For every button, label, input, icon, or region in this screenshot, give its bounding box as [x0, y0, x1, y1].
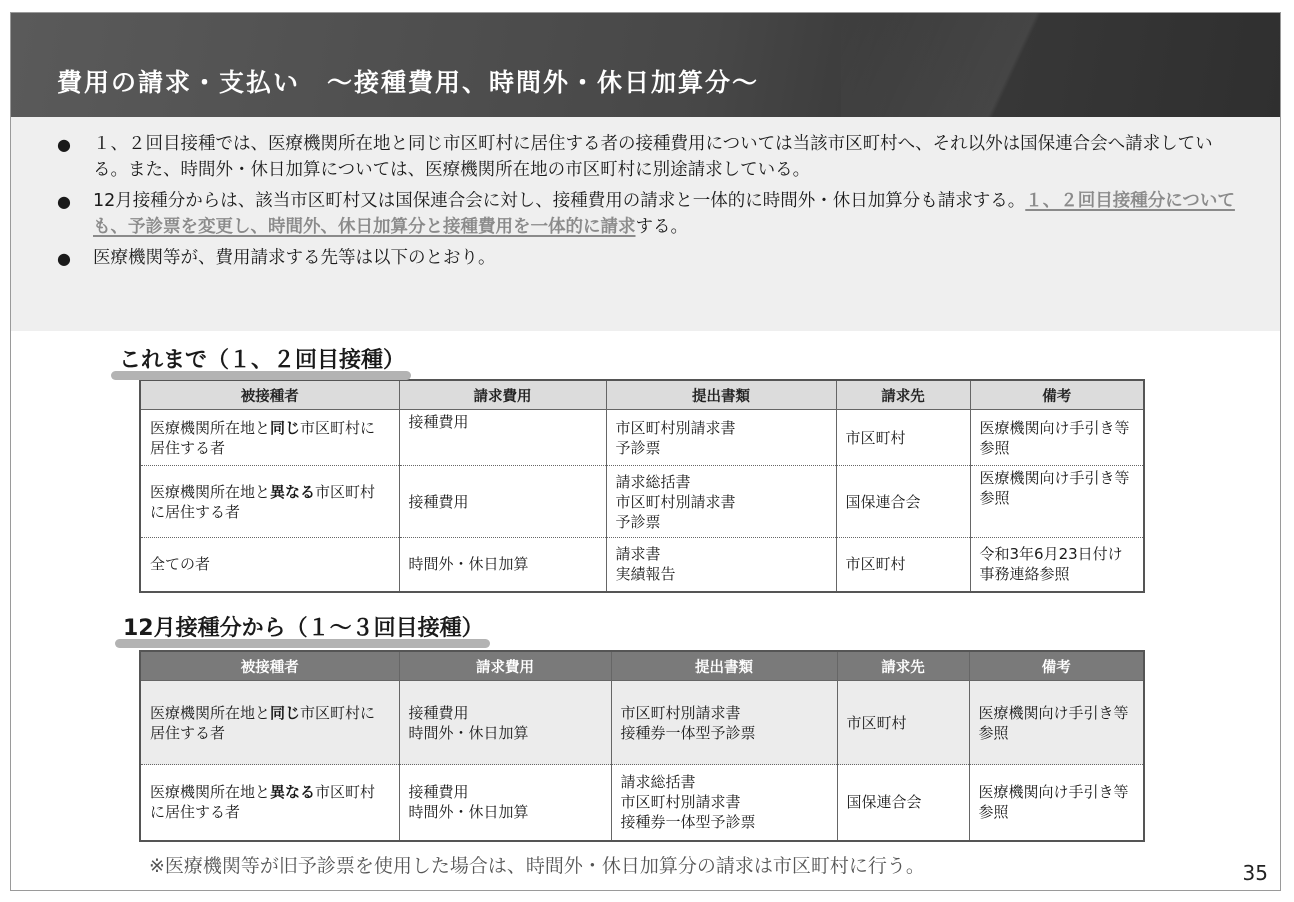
table-header-row — [140, 380, 1144, 410]
cell-cost: 接種費用 — [399, 466, 606, 538]
cell-documents: 請求総括書 市区町村別請求書 予診票 — [606, 466, 836, 538]
cell-notes: 医療機関向け手引き等参照 — [969, 681, 1144, 765]
cell-notes: 医療機関向け手引き等参照 — [970, 466, 1144, 538]
table-row — [140, 466, 1144, 538]
cell-recipient: 医療機関所在地と同じ市区町村に居住する者 — [140, 681, 399, 765]
col-header-cost: 請求費用 — [399, 651, 611, 681]
table-row — [140, 538, 1144, 592]
footnote: ※医療機関等が旧予診票を使用した場合は、時間外・休日加算分の請求は市区町村に行う。 — [149, 855, 925, 877]
col-header-destination: 請求先 — [837, 651, 969, 681]
col-header-cost: 請求費用 — [399, 380, 606, 410]
cell-notes: 医療機関向け手引き等参照 — [970, 410, 1144, 466]
section-heading-current — [111, 343, 411, 374]
cell-recipient: 全ての者 — [140, 538, 399, 592]
slide — [10, 12, 1281, 891]
cell-documents: 市区町村別請求書 接種券一体型予診票 — [611, 681, 837, 765]
cell-destination: 市区町村 — [837, 681, 969, 765]
cell-recipient: 医療機関所在地と同じ市区町村に居住する者 — [140, 410, 399, 466]
bullet-dot-icon: ● — [57, 135, 71, 154]
bullet-text: 医療機関等が、費用請求する先等は以下のとおり。 — [93, 248, 496, 268]
cell-destination: 市区町村 — [836, 538, 970, 592]
cell-destination: 市区町村 — [836, 410, 970, 466]
bullet-text: １、２回目接種では、医療機関所在地と同じ市区町村に居住する者の接種費用については当該市区町村へ、それ以外は国保連合会へ請求している。また、時間外・休日加算については、医療機関所在地の市区町村に別途請求している。 — [93, 134, 1213, 180]
emphasized-text: １、２回目接種分についても、予診票を変更し、時間外、休日加算分と接種費用を一体的に請求 — [93, 191, 1235, 237]
page-number: 35 — [1242, 861, 1268, 885]
bullet-item-2 — [53, 188, 1238, 240]
cell-cost: 接種費用 時間外・休日加算 — [399, 765, 611, 841]
col-header-recipient: 被接種者 — [140, 651, 399, 681]
col-header-destination: 請求先 — [836, 380, 970, 410]
cell-documents: 請求書 実績報告 — [606, 538, 836, 592]
col-header-recipient: 被接種者 — [140, 380, 399, 410]
cell-cost: 接種費用 — [399, 410, 606, 466]
cell-destination: 国保連合会 — [836, 466, 970, 538]
cell-documents: 請求総括書 市区町村別請求書 接種券一体型予診票 — [611, 765, 837, 841]
bullet-list — [53, 131, 1238, 276]
cell-cost: 時間外・休日加算 — [399, 538, 606, 592]
bullet-text: 12月接種分からは、該当市区町村又は国保連合会に対し、接種費用の請求と一体的に時間外・休日加算分も請求する。 — [93, 191, 1026, 211]
bullet-dot-icon: ● — [57, 192, 71, 211]
section-heading-new — [115, 611, 490, 642]
cell-recipient: 医療機関所在地と異なる市区町村に居住する者 — [140, 765, 399, 841]
col-header-documents: 提出書類 — [606, 380, 836, 410]
table-row — [140, 681, 1144, 765]
table-current-billing — [139, 379, 1145, 593]
cell-documents: 市区町村別請求書 予診票 — [606, 410, 836, 466]
intro-panel — [11, 117, 1280, 331]
table-header-row — [140, 651, 1144, 681]
col-header-documents: 提出書類 — [611, 651, 837, 681]
title-bar — [11, 13, 1280, 117]
bullet-item-1 — [53, 131, 1238, 183]
table-row — [140, 410, 1144, 466]
bullet-text-end: する。 — [635, 217, 688, 237]
bullet-item-3 — [53, 245, 1238, 271]
section-heading-text: これまで（１、２回目接種） — [119, 348, 406, 373]
cell-notes: 令和3年6月23日付け事務連絡参照 — [970, 538, 1144, 592]
bullet-dot-icon: ● — [57, 249, 71, 268]
cell-cost: 接種費用 時間外・休日加算 — [399, 681, 611, 765]
table-new-billing — [139, 650, 1145, 842]
col-header-notes: 備考 — [969, 651, 1144, 681]
col-header-notes: 備考 — [970, 380, 1144, 410]
table-row — [140, 765, 1144, 841]
slide-title: 費用の請求・支払い ～接種費用、時間外・休日加算分～ — [57, 68, 760, 97]
section-heading-text: 12月接種分から（１～３回目接種） — [123, 616, 484, 641]
cell-notes: 医療機関向け手引き等参照 — [969, 765, 1144, 841]
cell-recipient: 医療機関所在地と異なる市区町村に居住する者 — [140, 466, 399, 538]
cell-destination: 国保連合会 — [837, 765, 969, 841]
